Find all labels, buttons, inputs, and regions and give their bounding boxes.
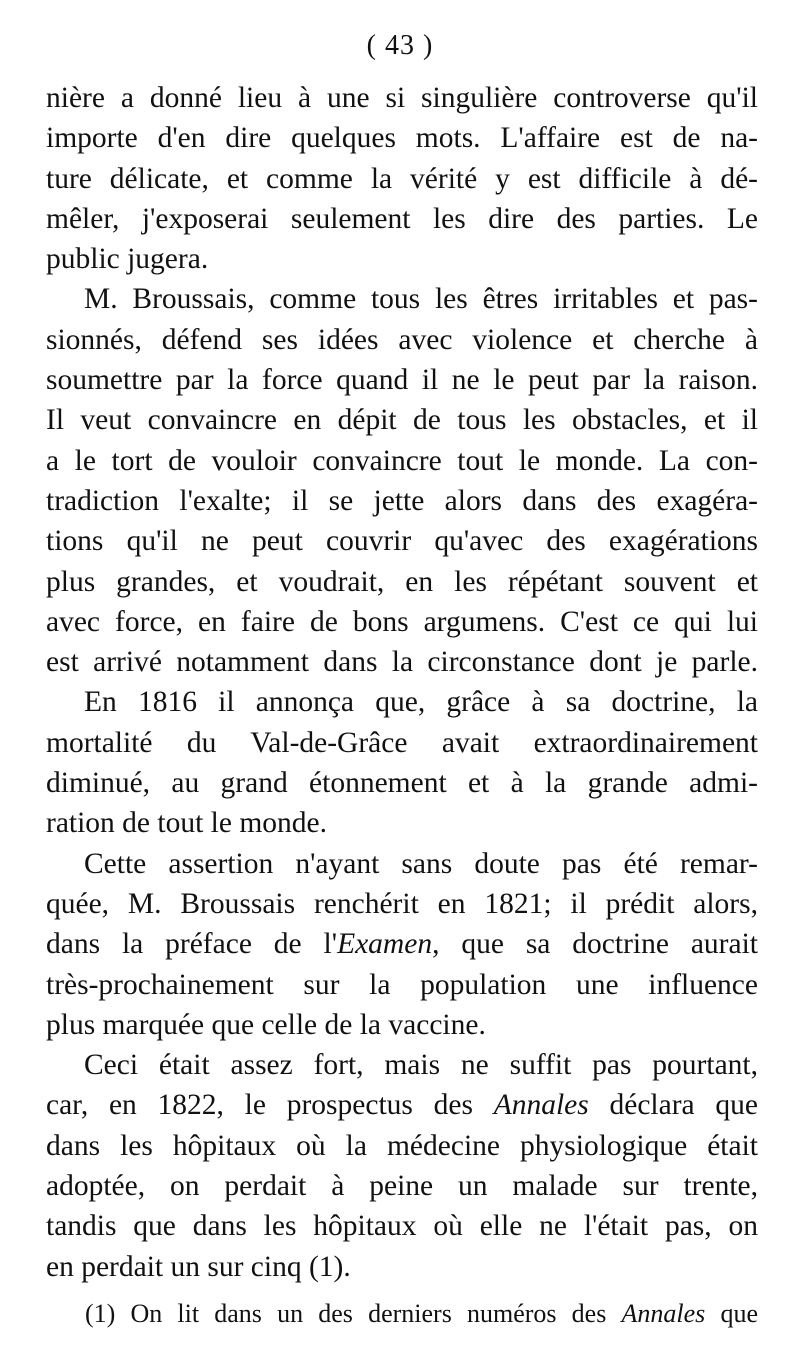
text-line: soumettre par la force quand il ne le peut par la raison. [46, 364, 758, 397]
text-line: plus marquée que celle de la vaccine. [46, 1008, 486, 1041]
text-line: très-prochainement sur la population une influence [46, 968, 758, 1001]
text-line: sionnés, défend ses idées avec violence et cherche à [46, 323, 758, 356]
text-line: tions qu'il ne peut couvrir qu'avec des exagérations [46, 525, 758, 558]
text-line: est arrivé notamment dans la circonstance dont je parle. [46, 646, 758, 679]
text-line: En 1816 il annonça que, grâce à sa doctrine, la [84, 686, 758, 719]
text-line: diminué, au grand étonnement et à la grande admi- [46, 767, 758, 800]
text-line: Ceci était assez fort, mais ne suffit pas pourtant, [84, 1049, 758, 1082]
text-line: ture délicate, et comme la vérité y est difficile à dé- [46, 162, 758, 195]
page-number: ( 43 ) [366, 30, 434, 61]
text-line: Il veut convaincre en dépit de tous les obstacles, et il [46, 404, 758, 437]
text-line: ration de tout le monde. [46, 807, 327, 840]
text-line: car, en 1822, le prospectus des Annales déclara que [46, 1089, 758, 1122]
text-line: dans les hôpitaux où la médecine physiologique était [46, 1129, 758, 1162]
text-line: mortalité du Val-de-Grâce avait extraordinairement [46, 726, 758, 759]
text-line: avec force, en faire de bons argumens. C'est ce qui lui [46, 605, 758, 638]
text-line: M. Broussais, comme tous les êtres irritables et pas- [84, 283, 758, 316]
text-line: tradiction l'exalte; il se jette alors dans des exagéra- [46, 484, 758, 517]
text-line: a le tort de vouloir convaincre tout le monde. La con- [46, 444, 758, 477]
text-line: Cette assertion n'ayant sans doute pas été remar- [84, 847, 758, 880]
footnote: (1) On lit dans un des derniers numéros des Annales que [85, 1299, 758, 1328]
text-line: en perdait un sur cinq (1). [46, 1250, 351, 1283]
text-line: tandis que dans les hôpitaux où elle ne l'était pas, on [46, 1210, 758, 1243]
text-line: nière a donné lieu à une si singulière controverse qu'il [46, 82, 758, 114]
text-line: adoptée, on perdait à peine un malade sur trente, [46, 1170, 758, 1203]
text-line: quée, M. Broussais renchérit en 1821; il prédit alors, [46, 887, 758, 920]
text-line: importe d'en dire quelques mots. L'affaire est de na- [46, 122, 758, 155]
text-line: public jugera. [46, 243, 209, 276]
text-line: plus grandes, et voudrait, en les répétant souvent et [46, 565, 758, 598]
text-line: mêler, j'exposerai seulement les dire des parties. Le [46, 202, 758, 235]
text-line: dans la préface de l'Examen, que sa doctrine aurait [46, 928, 758, 961]
body-text [46, 78, 758, 1287]
